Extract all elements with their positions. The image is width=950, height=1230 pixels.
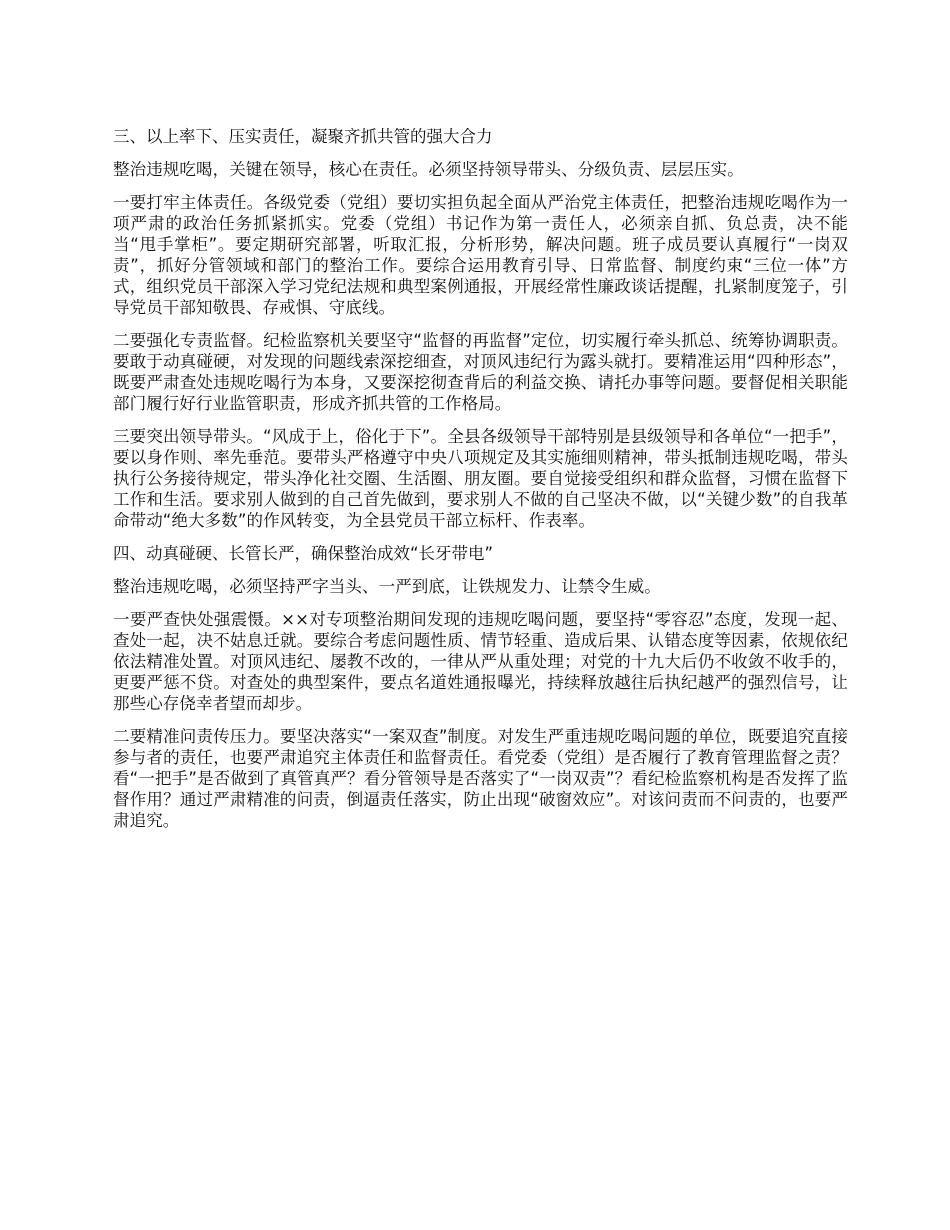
- section-3-point-2: 二要强化专责监督。纪检监察机关要坚守“监督的再监督”定位，切实履行牵头抓总、统筹协调职责。要敢于动真碰硬，对发现的问题线索深挖细查，对顶风违纪行为露头就打。要精准运用“四种形态”，既要严肃查处违规吃喝行为本身，又要深挖彻查背后的利益交换、请托办事等问题。要督促相关职能部门履行好行业监管职责，形成齐抓共管的工作格局。: [113, 331, 848, 413]
- section-4-point-2: 二要精准问责传压力。要坚决落实“一案双查”制度。对发生严重违规吃喝问题的单位，既要追究直接参与者的责任，也要严肃追究主体责任和监督责任。看党委（党组）是否履行了教育管理监督之责？看“一把手”是否做到了真管真严？看分管领导是否落实了“一岗双责”？看纪检监察机构是否发挥了监督作用？通过严肃精准的问责，倒逼责任落实，防止出现“破窗效应”。对该问责而不问责的，也要严肃追究。: [113, 727, 848, 830]
- section-3-point-3: 三要突出领导带头。“风成于上，俗化于下”。全县各级领导干部特别是县级领导和各单位“一把手”，要以身作则、率先垂范。要带头严格遵守中央八项规定及其实施细则精神，带头抵制违规吃喝，带头执行公务接待规定，带头净化社交圈、生活圈、朋友圈。要自觉接受组织和群众监督，习惯在监督下工作和生活。要求别人做到的自己首先做到，要求别人不做的自己坚决不做，以“关键少数”的自我革命带动“绝大多数”的作风转变，为全县党员干部立标杆、作表率。: [113, 427, 848, 530]
- section-3-intro: 整治违规吃喝，关键在领导，核心在责任。必须坚持领导带头、分级负责、层层压实。: [113, 160, 744, 179]
- section-4-intro: 整治违规吃喝，必须坚持严字当头、一严到底，让铁规发力、让禁令生威。: [113, 577, 661, 596]
- section-4-heading: 四、动真碰硬、长管长严，确保整治成效“长牙带电”: [113, 544, 494, 563]
- document-page: [113, 126, 848, 843]
- section-3-heading: 三、以上率下、压实责任，凝聚齐抓共管的强大合力: [113, 127, 493, 146]
- section-3-point-1: 一要打牢主体责任。各级党委（党组）要切实担负起全面从严治党主体责任，把整治违规吃喝作为一项严肃的政治任务抓紧抓实。党委（党组）书记作为第一责任人，必须亲自抓、负总责，决不能当“甩手掌柜”。要定期研究部署，听取汇报，分析形势，解决问题。班子成员要认真履行“一岗双责”，抓好分管领域和部门的整治工作。要综合运用教育引导、日常监督、制度约束“三位一体”方式，组织党员干部深入学习党纪法规和典型案例通报，开展经常性廉政谈话提醒，扎紧制度笼子，引导党员干部知敬畏、存戒惧、守底线。: [113, 193, 848, 317]
- section-4-point-1: 一要严查快处强震慑。××对专项整治期间发现的违规吃喝问题，要坚持“零容忍”态度，发现一起、查处一起，决不姑息迁就。要综合考虑问题性质、情节轻重、造成后果、认错态度等因素，依规依纪依法精准处置。对顶风违纪、屡教不改的，一律从严从重处理；对党的十九大后仍不收敛不收手的，更要严惩不贷。对查处的典型案件，要点名道姓通报曝光，持续释放越往后执纪越严的强烈信号，让那些心存侥幸者望而却步。: [113, 610, 848, 713]
